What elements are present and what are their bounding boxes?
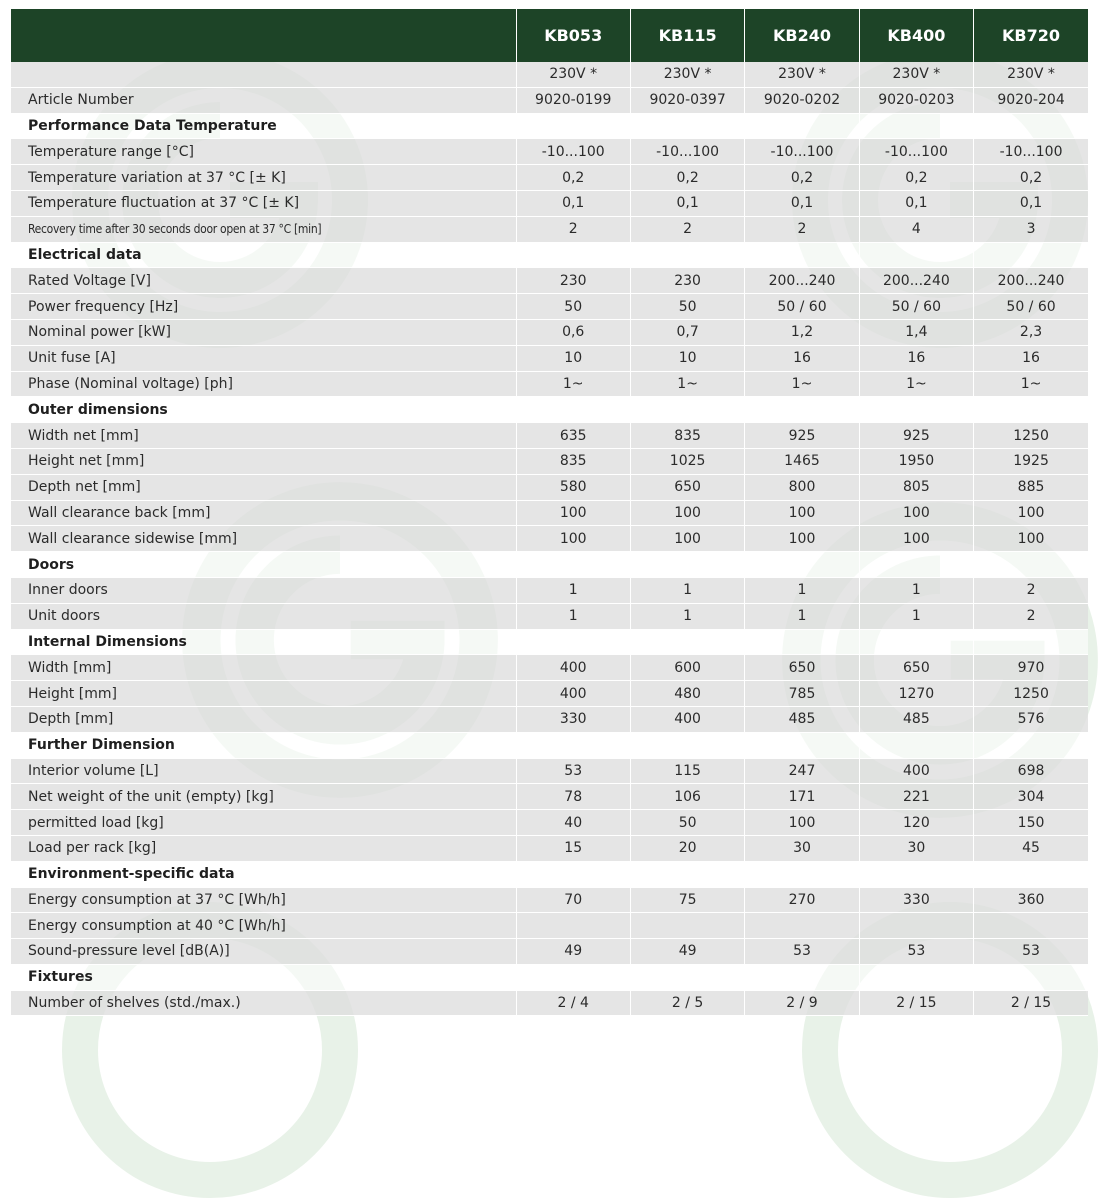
value-cell: -10...100 [745,139,859,165]
value-cell: 925 [745,423,859,449]
row-label: Net weight of the unit (empty) [kg] [11,784,516,810]
value-cell: 785 [745,681,859,707]
value-cell: -10...100 [859,139,973,165]
section-empty-cell [630,113,744,139]
value-cell: 2 [745,216,859,242]
table-row [11,500,1088,526]
value-cell: 1270 [859,681,973,707]
value-cell: 400 [859,758,973,784]
section-empty-cell [974,113,1088,139]
section-header [11,552,1088,578]
value-cell: 230V * [974,62,1088,87]
row-label: Energy consumption at 40 °C [Wh/h] [11,913,516,939]
value-cell: 0,6 [516,319,630,345]
value-cell: 485 [745,706,859,732]
model-header: KB720 [974,9,1088,62]
value-cell: 16 [745,345,859,371]
row-label: Wall clearance sidewise [mm] [11,526,516,552]
table-row [11,939,1088,965]
section-empty-cell [516,732,630,758]
value-cell: 0,1 [974,190,1088,216]
table-row [11,190,1088,216]
table-row [11,887,1088,913]
section-empty-cell [745,732,859,758]
value-cell: 200...240 [859,268,973,294]
table-row [11,448,1088,474]
value-cell: 1 [859,603,973,629]
table-row [11,371,1088,397]
value-cell: 0,2 [745,165,859,191]
model-header: KB400 [859,9,973,62]
value-cell: 2 / 4 [516,990,630,1016]
value-cell: 1~ [974,371,1088,397]
value-cell: 50 / 60 [745,294,859,320]
value-cell: 0,1 [859,190,973,216]
value-cell: 0,2 [974,165,1088,191]
row-label: Nominal power [kW] [11,319,516,345]
value-cell [630,913,744,939]
row-label: Inner doors [11,577,516,603]
value-cell: 0,2 [516,165,630,191]
value-cell: 16 [859,345,973,371]
section-empty-cell [745,964,859,990]
model-header: KB115 [630,9,744,62]
section-header [11,732,1088,758]
value-cell: 650 [630,474,744,500]
spec-table [11,9,1088,1016]
section-empty-cell [974,964,1088,990]
row-label: Temperature range [°C] [11,139,516,165]
section-empty-cell [859,964,973,990]
table-row [11,319,1088,345]
row-label: Recovery time after 30 seconds door open at 37 °C [min] [11,216,516,242]
value-cell: 100 [974,500,1088,526]
row-label: Temperature fluctuation at 37 °C [± K] [11,190,516,216]
section-header [11,964,1088,990]
value-cell: 221 [859,784,973,810]
row-label: Interior volume [L] [11,758,516,784]
value-cell: 4 [859,216,973,242]
value-cell: 2 / 15 [974,990,1088,1016]
table-row [11,810,1088,836]
section-empty-cell [516,861,630,887]
value-cell: 1950 [859,448,973,474]
value-cell: 0,7 [630,319,744,345]
value-cell: 270 [745,887,859,913]
value-cell: 698 [974,758,1088,784]
section-empty-cell [516,242,630,268]
header-label-cell [11,9,516,62]
section-empty-cell [745,397,859,423]
row-label: Width [mm] [11,655,516,681]
table-row [11,913,1088,939]
row-label: Energy consumption at 37 °C [Wh/h] [11,887,516,913]
value-cell: 100 [630,526,744,552]
value-cell: 45 [974,835,1088,861]
section-empty-cell [745,113,859,139]
value-cell: 150 [974,810,1088,836]
value-cell: 650 [745,655,859,681]
row-label: Height net [mm] [11,448,516,474]
row-label: Number of shelves (std./max.) [11,990,516,1016]
row-label: Unit fuse [A] [11,345,516,371]
table-row [11,345,1088,371]
value-cell: 1,2 [745,319,859,345]
value-cell: 30 [859,835,973,861]
section-empty-cell [630,397,744,423]
value-cell: 230 [516,268,630,294]
value-cell: 53 [859,939,973,965]
value-cell: 1 [745,577,859,603]
value-cell [745,913,859,939]
section-empty-cell [974,242,1088,268]
section-header [11,397,1088,423]
section-title: Doors [11,552,516,578]
value-cell: 2 [630,216,744,242]
table-row [11,423,1088,449]
table-row [11,165,1088,191]
value-cell: 3 [974,216,1088,242]
section-empty-cell [974,861,1088,887]
section-empty-cell [516,397,630,423]
value-cell [974,913,1088,939]
row-label: Height [mm] [11,681,516,707]
value-cell: 50 [630,810,744,836]
value-cell: 230V * [745,62,859,87]
value-cell: 9020-0203 [859,87,973,113]
value-cell: 635 [516,423,630,449]
value-cell: 1~ [859,371,973,397]
section-empty-cell [859,397,973,423]
section-empty-cell [745,242,859,268]
value-cell: 2,3 [974,319,1088,345]
table-row [11,268,1088,294]
value-cell: 1 [516,577,630,603]
value-cell: 230V * [516,62,630,87]
value-cell: -10...100 [974,139,1088,165]
value-cell: 400 [516,655,630,681]
value-cell: 200...240 [745,268,859,294]
row-label: Load per rack [kg] [11,835,516,861]
value-cell: 885 [974,474,1088,500]
header-row [11,9,1088,62]
value-cell: 576 [974,706,1088,732]
value-cell: 106 [630,784,744,810]
value-cell: 400 [630,706,744,732]
value-cell: 40 [516,810,630,836]
value-cell: 480 [630,681,744,707]
value-cell: 925 [859,423,973,449]
value-cell: 1~ [516,371,630,397]
value-cell [516,913,630,939]
row-label: Phase (Nominal voltage) [ph] [11,371,516,397]
table-row [11,784,1088,810]
section-empty-cell [745,861,859,887]
section-empty-cell [516,964,630,990]
value-cell: 78 [516,784,630,810]
section-empty-cell [859,242,973,268]
section-empty-cell [516,629,630,655]
value-cell: 580 [516,474,630,500]
section-empty-cell [630,552,744,578]
value-cell: 100 [516,500,630,526]
value-cell: 304 [974,784,1088,810]
section-empty-cell [974,629,1088,655]
value-cell: 50 / 60 [974,294,1088,320]
value-cell: 171 [745,784,859,810]
value-cell: 100 [974,526,1088,552]
section-empty-cell [974,397,1088,423]
section-empty-cell [630,861,744,887]
row-label: Wall clearance back [mm] [11,500,516,526]
row-label: Depth net [mm] [11,474,516,500]
section-empty-cell [630,242,744,268]
value-cell: 200...240 [974,268,1088,294]
value-cell: 100 [745,500,859,526]
row-label: Unit doors [11,603,516,629]
value-cell: 120 [859,810,973,836]
value-cell: 50 [630,294,744,320]
row-label: Rated Voltage [V] [11,268,516,294]
section-title: Outer dimensions [11,397,516,423]
model-header: KB240 [745,9,859,62]
value-cell: 9020-0199 [516,87,630,113]
value-cell: 2 [974,577,1088,603]
value-cell: 400 [516,681,630,707]
row-label: Sound-pressure level [dB(A)] [11,939,516,965]
section-title: Further Dimension [11,732,516,758]
section-empty-cell [974,732,1088,758]
value-cell: 53 [974,939,1088,965]
value-cell: 0,1 [630,190,744,216]
section-empty-cell [630,732,744,758]
value-cell: 1 [630,603,744,629]
value-cell: 100 [745,526,859,552]
value-cell: 0,2 [630,165,744,191]
value-cell: 1 [859,577,973,603]
value-cell: 1925 [974,448,1088,474]
value-cell: 9020-0202 [745,87,859,113]
value-cell: 0,2 [859,165,973,191]
value-cell: 800 [745,474,859,500]
value-cell: 650 [859,655,973,681]
row-label: Power frequency [Hz] [11,294,516,320]
table-row [11,835,1088,861]
value-cell: 115 [630,758,744,784]
value-cell: 1465 [745,448,859,474]
value-cell: -10...100 [630,139,744,165]
section-title: Performance Data Temperature [11,113,516,139]
value-cell: 230V * [630,62,744,87]
value-cell: 600 [630,655,744,681]
value-cell: 10 [630,345,744,371]
section-empty-cell [859,113,973,139]
row-label: Temperature variation at 37 °C [± K] [11,165,516,191]
section-title: Environment-specific data [11,861,516,887]
value-cell: 9020-0397 [630,87,744,113]
value-cell: 1 [630,577,744,603]
value-cell: 1 [516,603,630,629]
value-cell: 2 / 15 [859,990,973,1016]
row-label: Article Number [11,87,516,113]
value-cell: 1 [745,603,859,629]
section-empty-cell [630,629,744,655]
value-cell: 20 [630,835,744,861]
value-cell: 100 [859,526,973,552]
value-cell: 30 [745,835,859,861]
value-cell: 50 [516,294,630,320]
value-cell: 485 [859,706,973,732]
value-cell: 1~ [630,371,744,397]
value-cell: 75 [630,887,744,913]
value-cell: 2 / 9 [745,990,859,1016]
model-header: KB053 [516,9,630,62]
table-row [11,603,1088,629]
value-cell: 10 [516,345,630,371]
value-cell: 1025 [630,448,744,474]
value-cell: 230V * [859,62,973,87]
table-row [11,139,1088,165]
section-empty-cell [630,964,744,990]
section-empty-cell [859,732,973,758]
value-cell: 2 [516,216,630,242]
value-cell: 49 [630,939,744,965]
section-title: Fixtures [11,964,516,990]
value-cell: 360 [974,887,1088,913]
value-cell: 1250 [974,681,1088,707]
article-number-row [11,87,1088,113]
voltage-row [11,62,1088,87]
section-header [11,629,1088,655]
row-label: permitted load [kg] [11,810,516,836]
row-label: Width net [mm] [11,423,516,449]
table-row [11,526,1088,552]
value-cell: 1,4 [859,319,973,345]
table-row [11,990,1088,1016]
table-row [11,655,1088,681]
value-cell: 1~ [745,371,859,397]
value-cell: 100 [745,810,859,836]
value-cell: 2 [974,603,1088,629]
section-empty-cell [516,552,630,578]
section-empty-cell [859,861,973,887]
value-cell: 1250 [974,423,1088,449]
section-header [11,861,1088,887]
table-row [11,294,1088,320]
value-cell: 100 [516,526,630,552]
value-cell: 100 [859,500,973,526]
value-cell: 835 [516,448,630,474]
value-cell: 230 [630,268,744,294]
value-cell: 835 [630,423,744,449]
value-cell: 100 [630,500,744,526]
value-cell: 50 / 60 [859,294,973,320]
value-cell [859,913,973,939]
table-row [11,681,1088,707]
section-empty-cell [974,552,1088,578]
value-cell: -10...100 [516,139,630,165]
value-cell: 9020-204 [974,87,1088,113]
value-cell: 805 [859,474,973,500]
table-row [11,474,1088,500]
table-row [11,706,1088,732]
section-empty-cell [859,552,973,578]
value-cell: 330 [859,887,973,913]
section-empty-cell [745,552,859,578]
value-cell: 330 [516,706,630,732]
value-cell: 70 [516,887,630,913]
section-title: Internal Dimensions [11,629,516,655]
row-label: Depth [mm] [11,706,516,732]
value-cell: 0,1 [745,190,859,216]
value-cell: 0,1 [516,190,630,216]
value-cell: 53 [745,939,859,965]
section-empty-cell [516,113,630,139]
section-title: Electrical data [11,242,516,268]
section-header [11,113,1088,139]
section-empty-cell [859,629,973,655]
value-cell: 15 [516,835,630,861]
value-cell: 16 [974,345,1088,371]
row-label [11,62,516,87]
table-row [11,758,1088,784]
value-cell: 970 [974,655,1088,681]
value-cell: 247 [745,758,859,784]
table-row [11,216,1088,242]
value-cell: 49 [516,939,630,965]
table-row [11,577,1088,603]
value-cell: 53 [516,758,630,784]
section-empty-cell [745,629,859,655]
value-cell: 2 / 5 [630,990,744,1016]
section-header [11,242,1088,268]
